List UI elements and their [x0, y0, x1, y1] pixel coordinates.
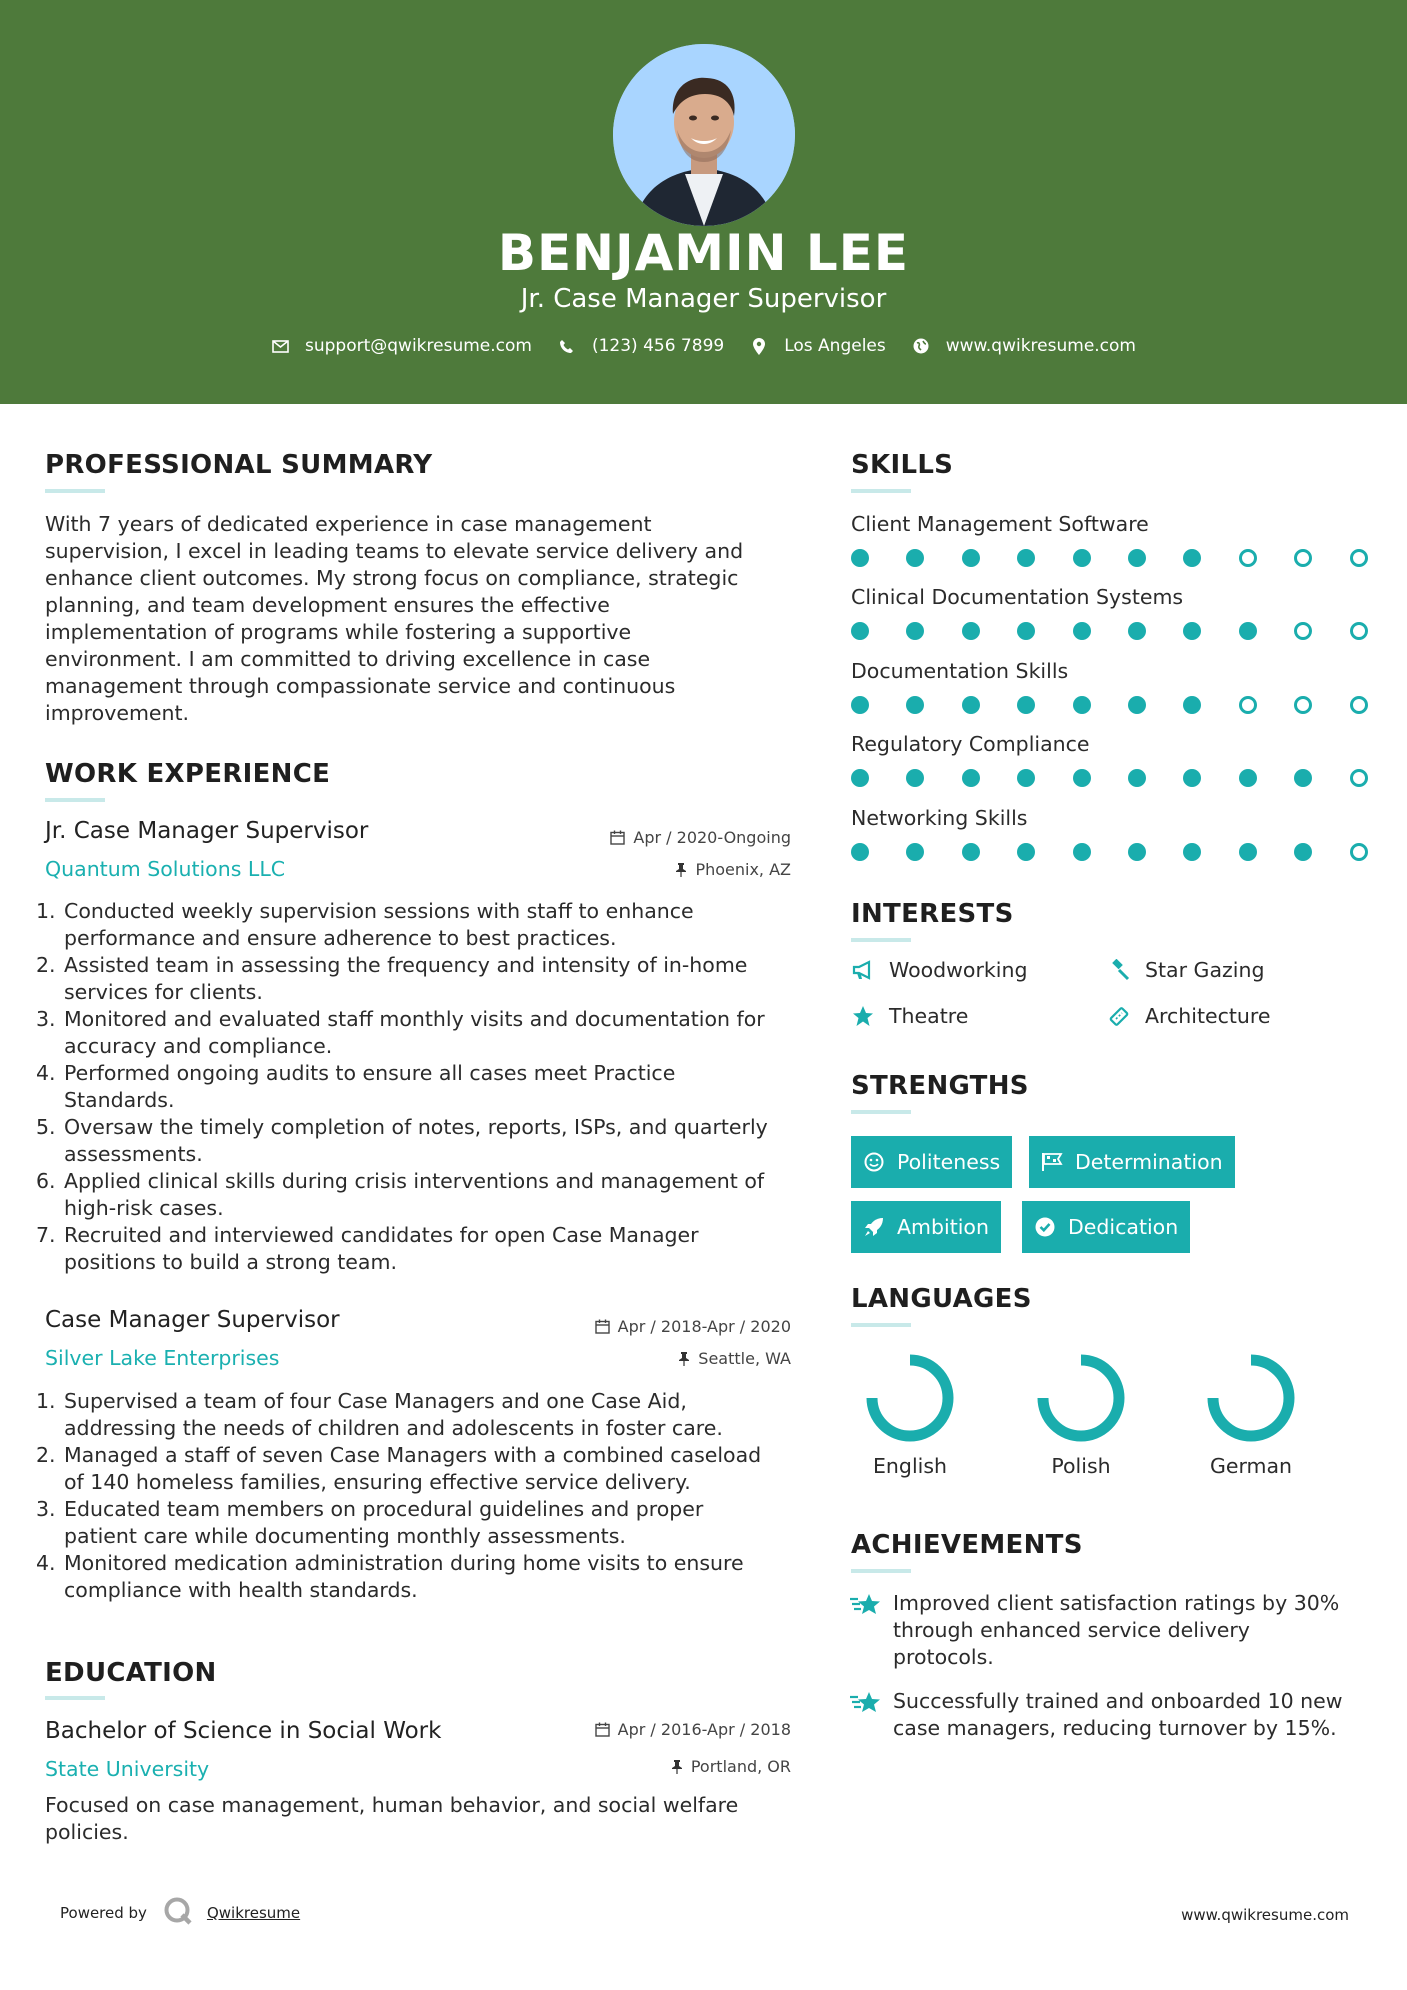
job-location-text: Phoenix, AZ: [695, 860, 791, 879]
list-item: 5. Oversaw the timely completion of notes, reports, ISPs, and quarterly assessments.: [36, 1115, 768, 1166]
job-title: Case Manager Supervisor: [45, 1307, 340, 1333]
summary-line: With 7 years of dedicated experience in case management: [45, 512, 652, 536]
contact-bar: [0, 336, 1407, 356]
achievement-text: Successfully trained and onboarded 10 new case managers, reducing turnover by 15%.: [893, 1689, 1343, 1740]
list-item: 6. Applied clinical skills during crisis interventions and management of high-risk cases.: [36, 1169, 765, 1220]
skill-dot: [962, 696, 980, 714]
language-progress-ring: [1035, 1352, 1127, 1444]
education-location: [500, 1757, 791, 1776]
qwikresume-logo-icon: [163, 1896, 193, 1930]
job-dates: [500, 1317, 791, 1336]
strength-badge: Ambition: [851, 1201, 1001, 1253]
candidate-name: BENJAMIN LEE: [497, 224, 910, 282]
skill-dot: [1017, 696, 1035, 714]
skill-dot: [1128, 549, 1146, 567]
job-title: Jr. Case Manager Supervisor: [45, 818, 369, 844]
summary-line: implementation of programs while fostering a supportive: [45, 620, 632, 644]
summary-line: improvement.: [45, 701, 190, 725]
list-item: 3. Monitored and evaluated staff monthly visits and documentation for accuracy and compliance.: [36, 1007, 765, 1058]
skill-dot: [1073, 769, 1091, 787]
achievements-underline: [851, 1569, 911, 1573]
calendar-icon: [595, 1722, 610, 1737]
skill-dot: [906, 696, 924, 714]
skill-dot: [1073, 696, 1091, 714]
skill-name: Documentation Skills: [851, 659, 1069, 683]
skill-dot: [1239, 843, 1257, 861]
job-dates-text: Apr / 2018-Apr / 2020: [617, 1317, 791, 1336]
interest-item: Woodworking: [851, 958, 1027, 982]
interests-underline: [851, 938, 911, 942]
skill-dot: [1183, 843, 1201, 861]
skill-dot: [1294, 696, 1312, 714]
rocket-icon: [863, 1216, 885, 1238]
interest-item: Architecture: [1107, 1004, 1271, 1028]
skill-dot: [1183, 696, 1201, 714]
skill-dot: [1294, 622, 1312, 640]
company-name[interactable]: Quantum Solutions LLC: [45, 857, 286, 881]
shooting-star-icon: [849, 1688, 883, 1718]
skill-dot: [851, 549, 869, 567]
contact-location-text: Los Angeles: [784, 336, 886, 356]
skill-dot: [906, 843, 924, 861]
skill-dot: [1183, 622, 1201, 640]
work-heading: WORK EXPERIENCE: [45, 759, 331, 789]
skill-name: Regulatory Compliance: [851, 732, 1090, 756]
language-progress-ring: [1205, 1352, 1297, 1444]
summary-underline: [45, 489, 105, 493]
interest-item: Star Gazing: [1107, 958, 1264, 982]
skill-dot: [1350, 549, 1368, 567]
summary-text: [45, 511, 805, 727]
education-desc-line: policies.: [45, 1820, 129, 1844]
education-description: [45, 1792, 805, 1846]
skill-dot: [1017, 622, 1035, 640]
skill-dot: [1183, 769, 1201, 787]
education-location-text: Portland, OR: [690, 1757, 791, 1776]
languages-underline: [851, 1323, 911, 1327]
strengths-underline: [851, 1110, 911, 1114]
skill-dot: [1073, 549, 1091, 567]
summary-heading: PROFESSIONAL SUMMARY: [45, 450, 433, 480]
skill-dot: [1350, 696, 1368, 714]
envelope-icon: [271, 337, 289, 355]
skill-dot: [1350, 843, 1368, 861]
school-name[interactable]: State University: [45, 1757, 210, 1781]
skill-dot: [962, 549, 980, 567]
skill-dot: [1350, 622, 1368, 640]
skill-dot: [906, 622, 924, 640]
calendar-icon: [610, 830, 625, 845]
languages-heading: LANGUAGES: [851, 1284, 1032, 1314]
contact-website[interactable]: [912, 336, 1136, 356]
skill-dot: [1128, 769, 1146, 787]
skill-dot: [1294, 549, 1312, 567]
company-name[interactable]: Silver Lake Enterprises: [45, 1346, 280, 1370]
ticket-icon: [1107, 1004, 1131, 1028]
job-dates-text: Apr / 2020-Ongoing: [633, 828, 791, 847]
language-item: [845, 1352, 975, 1478]
skill-dot: [1017, 843, 1035, 861]
skill-dot: [851, 696, 869, 714]
skill-dot: [1128, 696, 1146, 714]
skill-rating: [851, 549, 1405, 567]
gavel-icon: [1107, 958, 1131, 982]
skill-dot: [906, 549, 924, 567]
achievements-heading: ACHIEVEMENTS: [851, 1530, 1083, 1560]
pin-icon: [671, 1759, 683, 1774]
phone-icon: [558, 337, 576, 355]
work-underline: [45, 798, 105, 802]
list-item: 2. Managed a staff of seven Case Managers with a combined caseload of 140 homeless families, ensuring effective service delivery.: [36, 1443, 762, 1494]
language-label: Polish: [1051, 1454, 1111, 1478]
strengths-heading: STRENGTHS: [851, 1071, 1029, 1101]
skill-dot: [851, 843, 869, 861]
skill-rating: [851, 843, 1405, 861]
megaphone-icon: [851, 958, 875, 982]
globe-icon: [912, 337, 930, 355]
skill-dot: [962, 769, 980, 787]
smile-icon: [863, 1151, 885, 1173]
pin-icon: [675, 862, 687, 877]
language-item: [1016, 1352, 1146, 1478]
achievement-item: [849, 1688, 1369, 1742]
contact-phone[interactable]: [558, 336, 724, 356]
skill-dot: [1183, 549, 1201, 567]
skills-underline: [851, 489, 911, 493]
skills-heading: SKILLS: [851, 450, 954, 480]
job-dates: [500, 828, 791, 847]
skill-rating: [851, 622, 1405, 640]
skill-rating: [851, 696, 1405, 714]
skill-dot: [1239, 549, 1257, 567]
skill-name: Clinical Documentation Systems: [851, 585, 1184, 609]
skill-dot: [1239, 622, 1257, 640]
header-banner: [0, 0, 1407, 404]
skill-dot: [851, 622, 869, 640]
list-item: 2. Assisted team in assessing the frequency and intensity of in-home services for clients.: [36, 953, 748, 1004]
contact-email-text: support@qwikresume.com: [305, 336, 532, 356]
footer-powered-by: [60, 1896, 300, 1930]
list-item: 3. Educated team members on procedural guidelines and proper patient care while documenting monthly assessments.: [36, 1497, 704, 1548]
skill-dot: [1294, 769, 1312, 787]
footer-website[interactable]: www.qwikresume.com: [1181, 1906, 1349, 1924]
powered-by-label: Powered by: [60, 1904, 147, 1922]
job-bullets: [36, 1388, 806, 1604]
skill-dot: [1017, 549, 1035, 567]
language-item: [1186, 1352, 1316, 1478]
skill-dot: [962, 622, 980, 640]
education-underline: [45, 1696, 105, 1700]
map-pin-icon: [750, 337, 768, 355]
job-location: [500, 1349, 791, 1368]
education-dates: [500, 1720, 791, 1739]
achievement-text: Improved client satisfaction ratings by 30% through enhanced service delivery protocols.: [893, 1591, 1340, 1669]
skill-dot: [1239, 769, 1257, 787]
achievement-item: [849, 1590, 1369, 1671]
skill-dot: [1294, 843, 1312, 861]
strength-badge: Determination: [1029, 1136, 1235, 1188]
education-dates-text: Apr / 2016-Apr / 2018: [617, 1720, 791, 1739]
skill-dot: [1073, 843, 1091, 861]
calendar-icon: [595, 1319, 610, 1334]
education-desc-line: Focused on case management, human behavior, and social welfare: [45, 1793, 739, 1817]
skill-dot: [906, 769, 924, 787]
interest-item: Theatre: [851, 1004, 968, 1028]
contact-website-text: www.qwikresume.com: [945, 336, 1136, 356]
summary-line: supervision, I excel in leading teams to elevate service delivery and: [45, 539, 744, 563]
contact-email[interactable]: [271, 336, 532, 356]
list-item: 4. Monitored medication administration during home visits to ensure compliance with health standards.: [36, 1551, 744, 1602]
job-location: [500, 860, 791, 879]
summary-line: planning, and team development ensures the effective: [45, 593, 610, 617]
skill-rating: [851, 769, 1405, 787]
strength-badge: Dedication: [1022, 1201, 1190, 1253]
interests-heading: INTERESTS: [851, 899, 1014, 929]
skill-name: Client Management Software: [851, 512, 1149, 536]
skill-dot: [1128, 622, 1146, 640]
shooting-star-icon: [849, 1590, 883, 1620]
flag-icon: [1041, 1151, 1063, 1173]
contact-phone-text: (123) 456 7899: [591, 336, 725, 356]
language-progress-ring: [864, 1352, 956, 1444]
contact-location: [750, 336, 886, 356]
degree-title: Bachelor of Science in Social Work: [45, 1718, 442, 1744]
language-label: English: [872, 1454, 948, 1478]
summary-line: management through compassionate service and continuous: [45, 674, 676, 698]
job-location-text: Seattle, WA: [698, 1349, 791, 1368]
skill-dot: [851, 769, 869, 787]
check-circle-icon: [1034, 1216, 1056, 1238]
list-item: 4. Performed ongoing audits to ensure all cases meet Practice Standards.: [36, 1061, 676, 1112]
star-icon: [851, 1004, 875, 1028]
candidate-title: Jr. Case Manager Supervisor: [520, 284, 887, 314]
skill-dot: [1350, 769, 1368, 787]
skill-dot: [1073, 622, 1091, 640]
job-bullets: [36, 898, 806, 1276]
avatar: [613, 44, 795, 226]
language-label: German: [1209, 1454, 1293, 1478]
skill-dot: [1239, 696, 1257, 714]
summary-line: enhance client outcomes. My strong focus on compliance, strategic: [45, 566, 739, 590]
qwikresume-link[interactable]: Qwikresume: [206, 1904, 301, 1922]
pin-icon: [678, 1351, 690, 1366]
list-item: 7. Recruited and interviewed candidates for open Case Manager positions to build a strong team.: [36, 1223, 699, 1274]
skill-name: Networking Skills: [851, 806, 1028, 830]
strength-badge: Politeness: [851, 1136, 1012, 1188]
skill-dot: [962, 843, 980, 861]
skill-dot: [1128, 843, 1146, 861]
list-item: 1. Conducted weekly supervision sessions with staff to enhance performance and ensure adherence to best practices.: [36, 899, 694, 950]
summary-line: environment. I am committed to driving excellence in case: [45, 647, 651, 671]
education-heading: EDUCATION: [45, 1658, 217, 1688]
list-item: 1. Supervised a team of four Case Managers and one Case Aid, addressing the needs of children and adolescents in foster care.: [36, 1389, 723, 1440]
skill-dot: [1017, 769, 1035, 787]
